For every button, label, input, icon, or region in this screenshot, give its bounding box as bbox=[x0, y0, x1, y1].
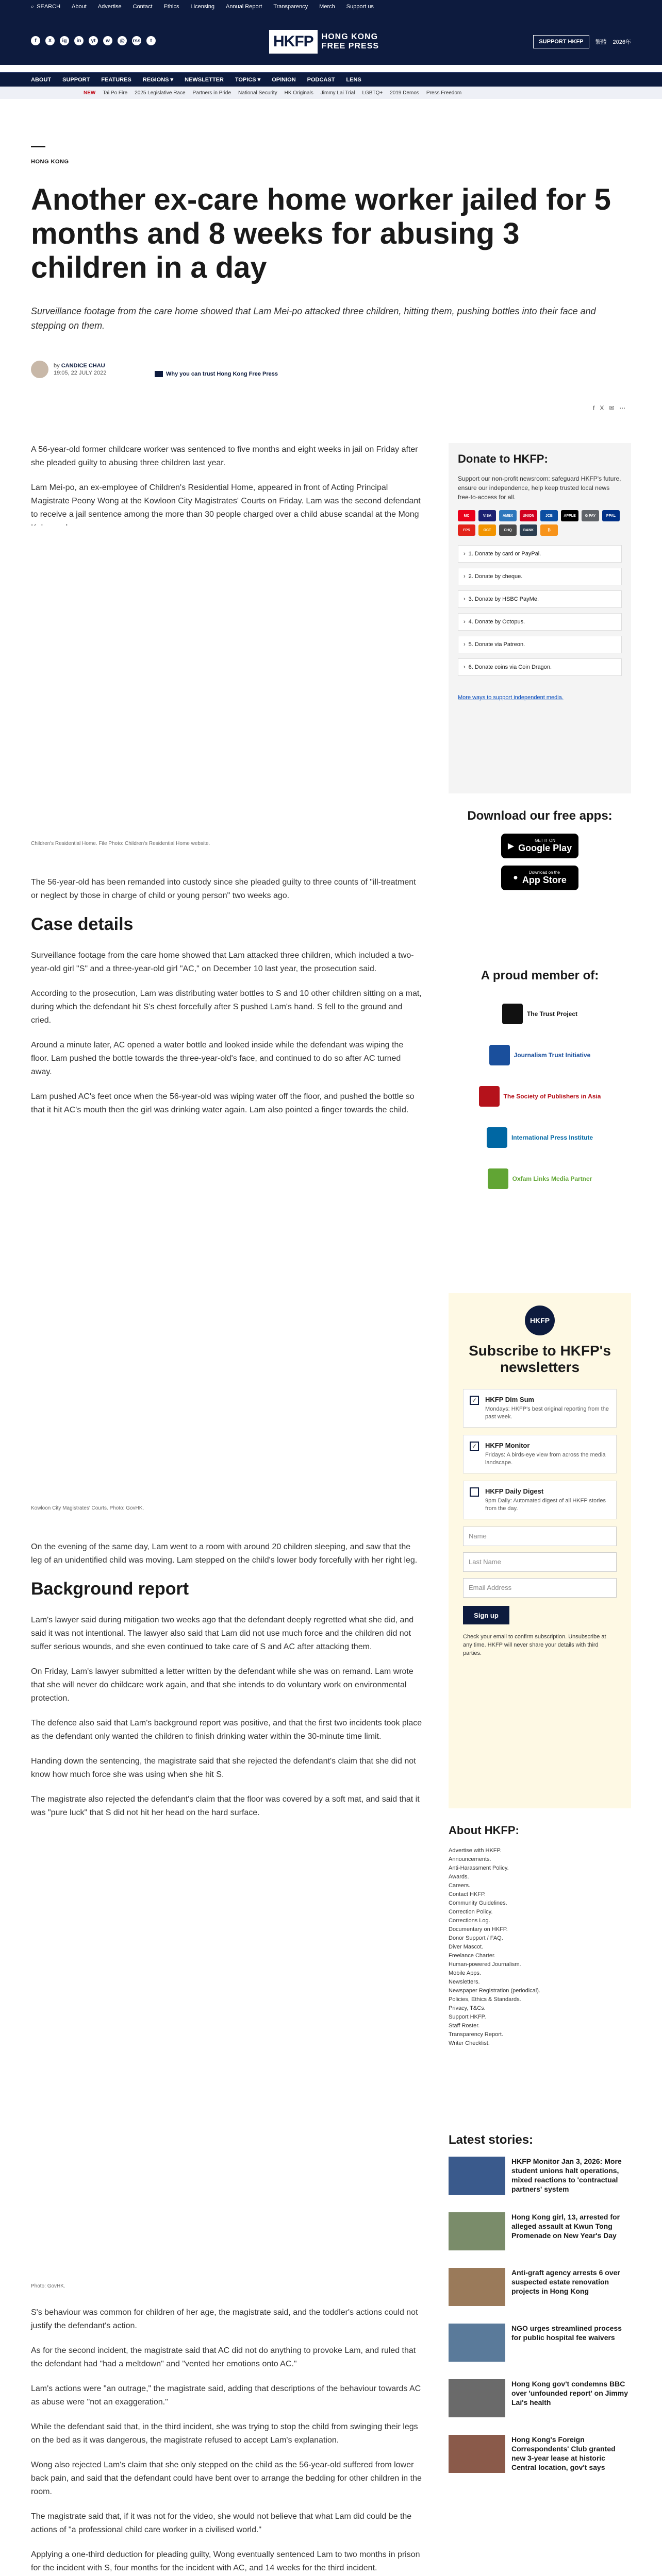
trending-link[interactable]: Jimmy Lai Trial bbox=[320, 90, 355, 96]
paragraph: On Friday, Lam's lawyer submitted a letter written by the defendant while she was on remand. Lam wrote that she will never do childcare work again, and that she intends to do voluntary work on environmental protection. bbox=[31, 1667, 413, 1703]
apple-icon: ● bbox=[513, 873, 518, 882]
paragraph: A 56-year-old former childcare worker was sentenced to five months and eight weeks in jail on Friday after she pleaded guilty to abusing three children last year. bbox=[31, 445, 418, 467]
about-panel bbox=[449, 1824, 631, 2048]
member-logo-icon bbox=[487, 1127, 507, 1148]
story-thumbnail[interactable] bbox=[449, 2157, 505, 2195]
member-list bbox=[449, 993, 631, 1199]
about-link[interactable]: Awards. bbox=[449, 1874, 469, 1880]
facebook-share-icon[interactable]: f bbox=[593, 404, 595, 412]
first-name-field[interactable]: Name bbox=[463, 1527, 617, 1546]
donate-option[interactable]: › 2. Donate by cheque. bbox=[458, 568, 622, 585]
about-link[interactable]: Correction Policy. bbox=[449, 1909, 493, 1915]
about-link[interactable]: Donor Support / FAQ. bbox=[449, 1935, 503, 1941]
chevron-right-icon: › bbox=[464, 551, 466, 557]
paragraph: As for the second incident, the magistrate said that AC did not do anything to provoke Lam, and ruled that the defendant had "had a meltdown" and "vented her emotions onto AC." bbox=[31, 2346, 416, 2368]
email-field[interactable]: Email Address bbox=[463, 1578, 617, 1598]
sign-up-button[interactable]: Sign up bbox=[463, 1606, 509, 1624]
member-name: Journalism Trust Initiative bbox=[514, 1052, 591, 1059]
trending-link[interactable]: Tai Po Fire bbox=[103, 90, 128, 96]
paragraph: Lam Mei-po, an ex-employee of Children's Residential Home, appeared in front of Acting Principal Magistrate Peony Wong at the Kowloon City Magistrates' Courts on Friday. Lam was the second defendant to receive a jail sentence among the more than 30 people charged over a child abuse scandal at the Mong bbox=[31, 483, 421, 519]
member-name: Oxfam Links Media Partner bbox=[512, 1175, 592, 1182]
paragraph: Lam's lawyer said during mitigation two weeks ago that the defendant deeply regretted what she did, and said it was not intentional. The lawyer also said that Lam did not use much force and the children did not suffer serious wounds, and she even continued to take care of S and AC after attacking them. bbox=[31, 1616, 414, 1651]
util-link-merch[interactable]: Merch bbox=[319, 4, 335, 10]
x-icon[interactable]: X bbox=[45, 36, 55, 45]
standfirst: Surveillance footage from the care home showed that Lam Mei-po attacked three children, hitting them, pushing bottles into their face and stepping on them. bbox=[31, 306, 596, 331]
share-icons bbox=[593, 404, 625, 412]
more-ways-link[interactable]: More ways to support independent media. bbox=[458, 694, 564, 701]
proud-member-panel bbox=[449, 969, 631, 1199]
chevron-right-icon: › bbox=[464, 664, 466, 670]
donate-option[interactable]: › 3. Donate by HSBC PayMe. bbox=[458, 590, 622, 608]
app-store-button[interactable]: ● Download on the App Store bbox=[501, 866, 578, 890]
newsletter-option-monitor[interactable]: ✓ HKFP Monitor Fridays: A birds-eye view from across the media landscape. bbox=[463, 1435, 617, 1473]
paragraph: The defence also said that Lam's background report was positive, and that the first two incidents took place as the defendant only wanted the children to finish drinking water within the 30-minute time limit. bbox=[31, 1719, 422, 1741]
section-rule bbox=[31, 146, 45, 147]
google-play-button[interactable]: ▶ GET IT ON Google Play bbox=[501, 834, 578, 858]
util-link-contact[interactable]: Contact bbox=[133, 4, 153, 10]
nav-newsletter[interactable]: NEWSLETTER bbox=[185, 76, 224, 83]
about-link[interactable]: Freelance Charter. bbox=[449, 1953, 496, 1959]
paragraph: Wong also rejected Lam's claim that she only stepped on the child as the 56-year-old suffered from lower back pain, and said that the defendant could have bent over to arrange the bedding for other children in the room. bbox=[31, 2461, 422, 2496]
trust-icon bbox=[155, 371, 163, 377]
latest-story[interactable] bbox=[449, 2157, 631, 2202]
member-logo-icon bbox=[502, 1004, 523, 1024]
facebook-icon[interactable]: f bbox=[31, 36, 40, 45]
subheading: Background report bbox=[31, 1579, 189, 1599]
util-link-ethics[interactable]: Ethics bbox=[163, 4, 179, 10]
donate-intro[interactable]: Support our non-profit newsroom: safeguard HKFP's future, ensure our independence, help keep trusted local news free-to-access for all. bbox=[458, 475, 621, 501]
about-list bbox=[449, 1846, 631, 2048]
main-nav bbox=[0, 72, 662, 87]
support-hkfp-button[interactable]: SUPPORT HKFP bbox=[533, 35, 589, 48]
about-title: About HKFP: bbox=[449, 1824, 519, 1837]
chevron-right-icon: › bbox=[464, 619, 466, 625]
checkbox[interactable]: ✓ bbox=[470, 1396, 479, 1405]
paragraph: While the defendant said that, in the third incident, she was trying to stop the child from swinging their legs on the bed as it was dangerous, the magistrate refused to accept Lam's explanation. bbox=[31, 2422, 418, 2445]
donate-option[interactable]: › 1. Donate by card or PayPal. bbox=[458, 545, 622, 563]
about-link[interactable]: Transparency Report. bbox=[449, 2031, 503, 2038]
paragraph: Surveillance footage from the care home showed that Lam attacked three children, which included a two-year-old girl "S" and a three-year-old girl "AC," on December 10 last year, the prosecution said. bbox=[31, 951, 414, 973]
paragraph: Applying a one-third deduction for pleading guilty, Wong eventually sentenced Lam to two months in prison for the incident with S, four months for the incident with AC, and 14 weeks for the third incident. bbox=[31, 2550, 420, 2572]
figure-children-home bbox=[31, 526, 423, 835]
trending-link[interactable]: HK Originals bbox=[284, 90, 313, 96]
about-link[interactable]: Newsletters. bbox=[449, 1979, 480, 1985]
trending-link[interactable]: 2025 Legislative Race bbox=[135, 90, 186, 96]
payment-method-icon: PPAL bbox=[602, 510, 620, 521]
photo-caption: Kowloon City Magistrates' Courts. Photo: GovHK. bbox=[31, 1505, 144, 1511]
last-name-field[interactable]: Last Name bbox=[463, 1552, 617, 1572]
member-logo[interactable] bbox=[449, 1158, 631, 1199]
payment-method-icon: OCT bbox=[478, 524, 496, 536]
latest-story[interactable] bbox=[449, 2268, 631, 2313]
trending-link[interactable]: Partners in Pride bbox=[192, 90, 231, 96]
latest-story[interactable] bbox=[449, 2435, 631, 2480]
latest-story[interactable] bbox=[449, 2324, 631, 2369]
nav-about[interactable]: ABOUT bbox=[31, 76, 52, 83]
story-thumbnail[interactable] bbox=[449, 2379, 505, 2417]
google-play-icon: ▶ bbox=[507, 842, 515, 851]
chevron-right-icon: › bbox=[464, 596, 466, 602]
author-avatar bbox=[31, 361, 48, 378]
paragraph: Around a minute later, AC opened a water bottle and looked inside while the defendant was wiping the floor. Lam pushed the bottle towards the three-year-old's face, and continued to do so after AC turned away. bbox=[31, 1041, 404, 1076]
member-logo-icon bbox=[479, 1086, 500, 1107]
about-link[interactable]: Staff Roster. bbox=[449, 2023, 480, 2029]
story-title[interactable]: Anti-graft agency arrests 6 over suspected estate renovation projects in Hong Kong bbox=[511, 2268, 620, 2295]
utility-bar bbox=[0, 0, 662, 13]
checkbox[interactable] bbox=[470, 1487, 479, 1497]
article-body-3 bbox=[31, 1540, 423, 1831]
latest-story[interactable] bbox=[449, 2212, 631, 2258]
section-tag[interactable]: HONG KONG bbox=[31, 159, 69, 165]
email-share-icon[interactable]: ✉ bbox=[609, 404, 615, 412]
payment-method-icon: G PAY bbox=[582, 510, 599, 521]
article-body-4 bbox=[31, 2306, 423, 2576]
member-name: The Trust Project bbox=[526, 1010, 578, 1018]
payment-method-icon: BANK bbox=[520, 524, 537, 536]
util-link-licensing[interactable]: Licensing bbox=[190, 4, 214, 10]
member-name: International Press Institute bbox=[511, 1134, 593, 1141]
about-link[interactable]: Community Guidelines. bbox=[449, 1900, 507, 1906]
apps-title: Download our free apps: bbox=[467, 809, 613, 823]
story-title[interactable]: Hong Kong's Foreign Correspondents' Club granted new 3-year lease at historic Central location, gov't says bbox=[511, 2435, 616, 2471]
about-link[interactable]: Corrections Log. bbox=[449, 1918, 490, 1924]
donate-option[interactable]: › 6. Donate coins via Coin Dragon. bbox=[458, 658, 622, 676]
donate-panel bbox=[449, 443, 631, 793]
member-name: The Society of Publishers in Asia bbox=[503, 1093, 601, 1100]
trending-link[interactable]: Press Freedom bbox=[426, 90, 462, 96]
about-link[interactable]: Support HKFP. bbox=[449, 2014, 486, 2020]
payment-method-icon: MC bbox=[458, 510, 475, 521]
nav-podcast[interactable]: PODCAST bbox=[307, 76, 335, 83]
x-share-icon[interactable]: X bbox=[600, 404, 604, 412]
paragraph: Lam's actions were "an outrage," the magistrate said, adding that descriptions of the behaviour towards AC as abuse were "not an exaggeration." bbox=[31, 2384, 421, 2406]
util-link-support[interactable]: Support us bbox=[346, 4, 374, 10]
nav-topics[interactable]: TOPICS ▾ bbox=[235, 77, 261, 83]
story-thumbnail[interactable] bbox=[449, 2268, 505, 2306]
util-link-annual-report[interactable]: Annual Report bbox=[226, 4, 262, 10]
about-link[interactable]: Policies, Ethics & Standards. bbox=[449, 1996, 521, 2003]
about-link[interactable]: Careers. bbox=[449, 1883, 471, 1889]
paragraph: The 56-year-old has been remanded into custody since she pleaded guilty to three counts of "ill-treatment or neglect by those in charge of child or young person" two weeks ago. bbox=[31, 878, 416, 900]
youtube-icon[interactable]: yt bbox=[89, 36, 98, 45]
donate-option[interactable]: › 5. Donate via Patreon. bbox=[458, 636, 622, 653]
util-link-advertise[interactable]: Advertise bbox=[97, 4, 122, 10]
payment-method-icon: UNION bbox=[520, 510, 537, 521]
checkbox[interactable]: ✓ bbox=[470, 1442, 479, 1451]
instagram-icon[interactable]: ig bbox=[60, 36, 69, 45]
byline-text: by CANDICE CHAU 19:05, 22 JULY 2022 bbox=[54, 363, 107, 376]
paragraph: Handing down the sentencing, the magistrate said that she rejected the defendant's claim that she did not know how much force she was using when she hit S. bbox=[31, 1757, 416, 1779]
headline: Another ex-care home worker jailed for 5 months and 8 weeks for abusing 3 children in a day bbox=[31, 183, 611, 284]
payment-method-icon: AMEX bbox=[499, 510, 517, 521]
email-icon[interactable]: @ bbox=[118, 36, 127, 45]
newsletter-title: Subscribe to HKFP's newsletters bbox=[469, 1343, 611, 1375]
figure-court bbox=[31, 1231, 423, 1499]
photo-caption: Children's Residential Home. File Photo: Children's Residential Home website. bbox=[31, 841, 210, 846]
util-link-about[interactable]: About bbox=[72, 4, 87, 10]
story-title[interactable]: HKFP Monitor Jan 3, 2026: More student unions halt operations, mixed reactions to 'contractual partners' system bbox=[511, 2157, 622, 2193]
payment-method-icon: FPS bbox=[458, 524, 475, 536]
about-link[interactable]: Diver Mascot. bbox=[449, 1944, 484, 1950]
children-home-photo bbox=[31, 526, 423, 835]
subheading: Case details bbox=[31, 914, 134, 934]
donate-option[interactable]: › 4. Donate by Octopus. bbox=[458, 613, 622, 631]
publish-date: 19:05, 22 JULY 2022 bbox=[54, 370, 107, 376]
about-link[interactable]: Newspaper Registration (periodical). bbox=[449, 1988, 540, 1994]
rss-icon[interactable]: rss bbox=[132, 36, 141, 45]
member-logo[interactable] bbox=[449, 1076, 631, 1117]
paragraph: S's behaviour was common for children of her age, the magistrate said, and the toddler's actions could not justify the defendant's action. bbox=[31, 2308, 418, 2330]
about-link[interactable]: Documentary on HKFP. bbox=[449, 1926, 508, 1933]
paragraph: On the evening of the same day, Lam went to a room with around 20 children sleeping, and saw that the leg of an unidentified child was moving. Lam stepped on the child's lower body forcefully with her right leg. bbox=[31, 1543, 418, 1565]
govhk-photo bbox=[31, 2009, 423, 2277]
brand-actions bbox=[533, 35, 631, 48]
newsletter-logo: HKFP bbox=[525, 1306, 555, 1335]
payment-methods bbox=[458, 510, 622, 536]
photo-caption: Photo: GovHK. bbox=[31, 2283, 65, 2289]
about-link[interactable]: Announcements. bbox=[449, 1856, 491, 1862]
logo-text: HONG KONG FREE PRESS bbox=[321, 32, 379, 50]
apps-panel bbox=[449, 809, 631, 897]
search-icon: ⌕ bbox=[31, 3, 35, 10]
search-link[interactable]: ⌕ SEARCH bbox=[31, 3, 61, 10]
paragraph: The magistrate said that, if it was not for the video, she would not believe that what Lam did could be the actions of "a professional child care worker in a civilised world." bbox=[31, 2512, 412, 2534]
author-name[interactable]: CANDICE CHAU bbox=[61, 363, 105, 369]
about-link[interactable]: Contact HKFP. bbox=[449, 1891, 486, 1897]
nav-features[interactable]: FEATURES bbox=[101, 76, 131, 83]
payment-method-icon: APPLE bbox=[561, 510, 578, 521]
member-logo[interactable] bbox=[449, 993, 631, 1035]
payment-method-icon: VISA bbox=[478, 510, 496, 521]
trending-bar bbox=[0, 87, 662, 99]
story-thumbnail[interactable] bbox=[449, 2212, 505, 2250]
story-title[interactable]: Hong Kong girl, 13, arrested for alleged assault at Kwun Tong Promenade on New Year's Day bbox=[511, 2213, 620, 2240]
trust-link[interactable]: Why you can trust Hong Kong Free Press bbox=[155, 371, 278, 377]
language-link[interactable]: 繁體 bbox=[595, 39, 607, 45]
telegram-icon[interactable]: t bbox=[146, 36, 156, 45]
newsletter-note: Check your email to confirm subscription. Unsubscribe at any time. HKFP will never share your details with third parties. bbox=[463, 1634, 606, 1656]
latest-list bbox=[449, 2157, 631, 2480]
about-link[interactable]: Mobile Apps. bbox=[449, 1970, 481, 1976]
payment-method-icon: ₿ bbox=[540, 524, 558, 536]
story-title[interactable]: Hong Kong gov't condemns BBC over 'unfounded report' on Jimmy Lai's health bbox=[511, 2380, 628, 2406]
linkedin-icon[interactable]: in bbox=[74, 36, 84, 45]
chevron-right-icon: › bbox=[464, 641, 466, 648]
member-logo[interactable] bbox=[449, 1035, 631, 1076]
more-share-icon[interactable]: ⋯ bbox=[619, 404, 626, 412]
about-link[interactable]: Privacy, T&Cs. bbox=[449, 2005, 486, 2011]
story-title[interactable]: NGO urges streamlined process for public hospital fee waivers bbox=[511, 2324, 622, 2342]
new-badge: NEW bbox=[84, 90, 96, 96]
latest-title: Latest stories: bbox=[449, 2133, 534, 2147]
about-link[interactable]: Anti-Harassment Policy. bbox=[449, 1865, 509, 1871]
trending-link[interactable]: 2019 Demos bbox=[390, 90, 419, 96]
member-logo[interactable] bbox=[449, 1117, 631, 1158]
payment-method-icon: CHQ bbox=[499, 524, 517, 536]
about-link[interactable]: Human-powered Journalism. bbox=[449, 1961, 521, 1968]
court-photo bbox=[31, 1231, 423, 1499]
paragraph: Lam pushed AC's feet once when the 56-year-old was wiping water off the floor, and pushed the bottle so that it hit AC's mouth then the girl was drinking water again. Lam also pointed a finger towards the child. bbox=[31, 1092, 415, 1114]
whatsapp-icon[interactable]: w bbox=[103, 36, 112, 45]
proud-title: A proud member of: bbox=[481, 969, 599, 982]
about-link[interactable]: Advertise with HKFP. bbox=[449, 1848, 502, 1854]
nav-lens[interactable]: LENS bbox=[346, 76, 361, 83]
nav-support[interactable]: SUPPORT bbox=[62, 76, 90, 83]
paragraph: The magistrate also rejected the defendant's claim that the floor was covered by a soft mat, and said that it was "pure luck" that S did not hit her head on the hard surface. bbox=[31, 1795, 420, 1817]
article-body-2 bbox=[31, 876, 423, 1128]
about-link[interactable]: Writer Checklist. bbox=[449, 2040, 490, 2046]
trending-link[interactable]: National Security bbox=[238, 90, 277, 96]
byline bbox=[31, 361, 106, 378]
logo-mark: HKFP bbox=[269, 30, 318, 54]
newsletter-option-dim-sum[interactable]: ✓ HKFP Dim Sum Mondays: HKFP's best original reporting from the past week. bbox=[463, 1389, 617, 1428]
donate-title: Donate to HKFP: bbox=[458, 452, 548, 465]
story-thumbnail[interactable] bbox=[449, 2435, 505, 2473]
brand-bar bbox=[0, 13, 662, 65]
paragraph: According to the prosecution, Lam was distributing water bottles to S and 10 other children sitting on a mat, during which the defendant hit S's chest forcefully after S pushed Lam's hand. S fell to the ground and cried. bbox=[31, 989, 422, 1025]
latest-stories-panel bbox=[449, 2133, 631, 2490]
newsletter-option-daily-digest[interactable]: HKFP Daily Digest 9pm Daily: Automated digest of all HKFP stories from the day. bbox=[463, 1481, 617, 1519]
trending-link[interactable]: LGBTQ+ bbox=[362, 90, 383, 96]
util-link-transparency[interactable]: Transparency bbox=[273, 4, 308, 10]
site-logo[interactable] bbox=[269, 30, 379, 54]
figure-govhk bbox=[31, 2009, 423, 2277]
member-logo-icon bbox=[489, 1045, 510, 1065]
member-logo-icon bbox=[488, 1168, 508, 1189]
social-links bbox=[31, 36, 156, 45]
nav-opinion[interactable]: OPINION bbox=[272, 76, 296, 83]
nav-regions[interactable]: REGIONS ▾ bbox=[142, 77, 174, 83]
payment-method-icon: JCB bbox=[540, 510, 558, 521]
newsletter-panel bbox=[449, 1293, 631, 1808]
story-thumbnail[interactable] bbox=[449, 2324, 505, 2362]
date-link[interactable]: 2026年 bbox=[613, 39, 631, 45]
latest-story[interactable] bbox=[449, 2379, 631, 2425]
chevron-right-icon: › bbox=[464, 573, 466, 580]
